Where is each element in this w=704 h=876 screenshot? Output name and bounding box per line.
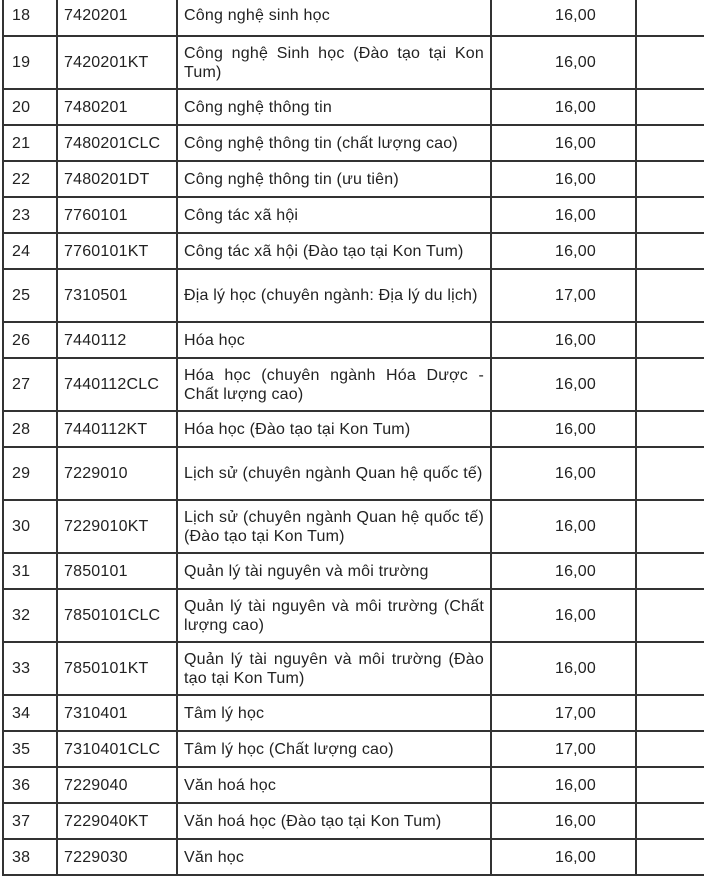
- row-number: 25: [3, 269, 57, 322]
- benchmark-score: 16,00: [491, 839, 636, 875]
- note-cell: [636, 322, 704, 358]
- row-number: 32: [3, 589, 57, 642]
- benchmark-score: 16,00: [491, 322, 636, 358]
- benchmark-score: 16,00: [491, 589, 636, 642]
- major-code: 7440112KT: [57, 411, 177, 447]
- major-code: 7420201KT: [57, 36, 177, 89]
- major-code: 7310501: [57, 269, 177, 322]
- row-number: 37: [3, 803, 57, 839]
- major-code: 7480201DT: [57, 161, 177, 197]
- major-code: 7480201: [57, 89, 177, 125]
- row-number: 27: [3, 358, 57, 411]
- note-cell: [636, 642, 704, 695]
- note-cell: [636, 358, 704, 411]
- table-row: [3, 322, 704, 358]
- table-row: [3, 553, 704, 589]
- table-row: [3, 233, 704, 269]
- table-row: [3, 125, 704, 161]
- major-name: Công nghệ sinh học: [177, 0, 491, 36]
- major-code: 7850101KT: [57, 642, 177, 695]
- row-number: 28: [3, 411, 57, 447]
- benchmark-score: 16,00: [491, 233, 636, 269]
- table-row: [3, 411, 704, 447]
- note-cell: [636, 500, 704, 553]
- row-number: 19: [3, 36, 57, 89]
- note-cell: [636, 161, 704, 197]
- note-cell: [636, 731, 704, 767]
- major-code: 7760101: [57, 197, 177, 233]
- table-row: [3, 803, 704, 839]
- major-code: 7760101KT: [57, 233, 177, 269]
- note-cell: [636, 589, 704, 642]
- major-code: 7229010KT: [57, 500, 177, 553]
- row-number: 21: [3, 125, 57, 161]
- benchmark-score: 16,00: [491, 642, 636, 695]
- row-number: 38: [3, 839, 57, 875]
- benchmark-score: 16,00: [491, 161, 636, 197]
- major-code: 7310401CLC: [57, 731, 177, 767]
- benchmark-score: 16,00: [491, 447, 636, 500]
- row-number: 36: [3, 767, 57, 803]
- table-row: [3, 589, 704, 642]
- major-code: 7420201: [57, 0, 177, 36]
- major-name: Công nghệ thông tin: [177, 89, 491, 125]
- note-cell: [636, 125, 704, 161]
- table-row: [3, 767, 704, 803]
- benchmark-score: 16,00: [491, 0, 636, 36]
- table-body: [3, 0, 704, 875]
- major-code: 7480201CLC: [57, 125, 177, 161]
- benchmark-score: 16,00: [491, 767, 636, 803]
- note-cell: [636, 803, 704, 839]
- note-cell: [636, 553, 704, 589]
- row-number: 23: [3, 197, 57, 233]
- benchmark-score: 16,00: [491, 553, 636, 589]
- row-number: 31: [3, 553, 57, 589]
- row-number: 24: [3, 233, 57, 269]
- table-row: [3, 269, 704, 322]
- table-row: [3, 161, 704, 197]
- major-code: 7310401: [57, 695, 177, 731]
- major-code: 7850101: [57, 553, 177, 589]
- major-name: Công nghệ thông tin (ưu tiên): [177, 161, 491, 197]
- major-code: 7850101CLC: [57, 589, 177, 642]
- major-name: Văn học: [177, 839, 491, 875]
- benchmark-score: 16,00: [491, 358, 636, 411]
- major-name: Địa lý học (chuyên ngành: Địa lý du lịch): [177, 269, 491, 322]
- benchmark-score: 16,00: [491, 36, 636, 89]
- major-code: 7440112CLC: [57, 358, 177, 411]
- major-name: Hóa học (chuyên ngành Hóa Dược - Chất lượng cao): [177, 358, 491, 411]
- table-row: [3, 500, 704, 553]
- major-name: Lịch sử (chuyên ngành Quan hệ quốc tế): [177, 447, 491, 500]
- major-name: Văn hoá học (Đào tạo tại Kon Tum): [177, 803, 491, 839]
- table-row: [3, 36, 704, 89]
- note-cell: [636, 447, 704, 500]
- table-row: [3, 642, 704, 695]
- major-code: 7440112: [57, 322, 177, 358]
- major-name: Công tác xã hội: [177, 197, 491, 233]
- major-name: Quản lý tài nguyên và môi trường: [177, 553, 491, 589]
- major-name: Công nghệ thông tin (chất lượng cao): [177, 125, 491, 161]
- major-name: Văn hoá học: [177, 767, 491, 803]
- major-name: Tâm lý học: [177, 695, 491, 731]
- note-cell: [636, 0, 704, 36]
- major-name: Hóa học (Đào tạo tại Kon Tum): [177, 411, 491, 447]
- table-row: [3, 839, 704, 875]
- table-row: [3, 0, 704, 36]
- major-code: 7229010: [57, 447, 177, 500]
- note-cell: [636, 411, 704, 447]
- table-row: [3, 731, 704, 767]
- table-row: [3, 89, 704, 125]
- benchmark-score: 16,00: [491, 500, 636, 553]
- major-name: Hóa học: [177, 322, 491, 358]
- admission-score-table: [2, 0, 704, 876]
- major-name: Công tác xã hội (Đào tạo tại Kon Tum): [177, 233, 491, 269]
- benchmark-score: 16,00: [491, 125, 636, 161]
- row-number: 22: [3, 161, 57, 197]
- table-row: [3, 447, 704, 500]
- note-cell: [636, 695, 704, 731]
- row-number: 26: [3, 322, 57, 358]
- row-number: 34: [3, 695, 57, 731]
- table-row: [3, 358, 704, 411]
- major-name: Lịch sử (chuyên ngành Quan hệ quốc tế) (Đào tạo tại Kon Tum): [177, 500, 491, 553]
- row-number: 33: [3, 642, 57, 695]
- benchmark-score: 16,00: [491, 411, 636, 447]
- row-number: 30: [3, 500, 57, 553]
- major-name: Công nghệ Sinh học (Đào tạo tại Kon Tum): [177, 36, 491, 89]
- table-row: [3, 197, 704, 233]
- row-number: 35: [3, 731, 57, 767]
- major-code: 7229040KT: [57, 803, 177, 839]
- benchmark-score: 17,00: [491, 731, 636, 767]
- benchmark-score: 17,00: [491, 269, 636, 322]
- note-cell: [636, 767, 704, 803]
- major-code: 7229030: [57, 839, 177, 875]
- major-name: Tâm lý học (Chất lượng cao): [177, 731, 491, 767]
- note-cell: [636, 233, 704, 269]
- benchmark-score: 16,00: [491, 803, 636, 839]
- row-number: 20: [3, 89, 57, 125]
- benchmark-score: 16,00: [491, 89, 636, 125]
- row-number: 29: [3, 447, 57, 500]
- benchmark-score: 16,00: [491, 197, 636, 233]
- table-row: [3, 695, 704, 731]
- note-cell: [636, 197, 704, 233]
- row-number: 18: [3, 0, 57, 36]
- major-code: 7229040: [57, 767, 177, 803]
- major-name: Quản lý tài nguyên và môi trường (Đào tạo tại Kon Tum): [177, 642, 491, 695]
- major-name: Quản lý tài nguyên và môi trường (Chất lượng cao): [177, 589, 491, 642]
- note-cell: [636, 36, 704, 89]
- benchmark-score: 17,00: [491, 695, 636, 731]
- note-cell: [636, 89, 704, 125]
- note-cell: [636, 269, 704, 322]
- note-cell: [636, 839, 704, 875]
